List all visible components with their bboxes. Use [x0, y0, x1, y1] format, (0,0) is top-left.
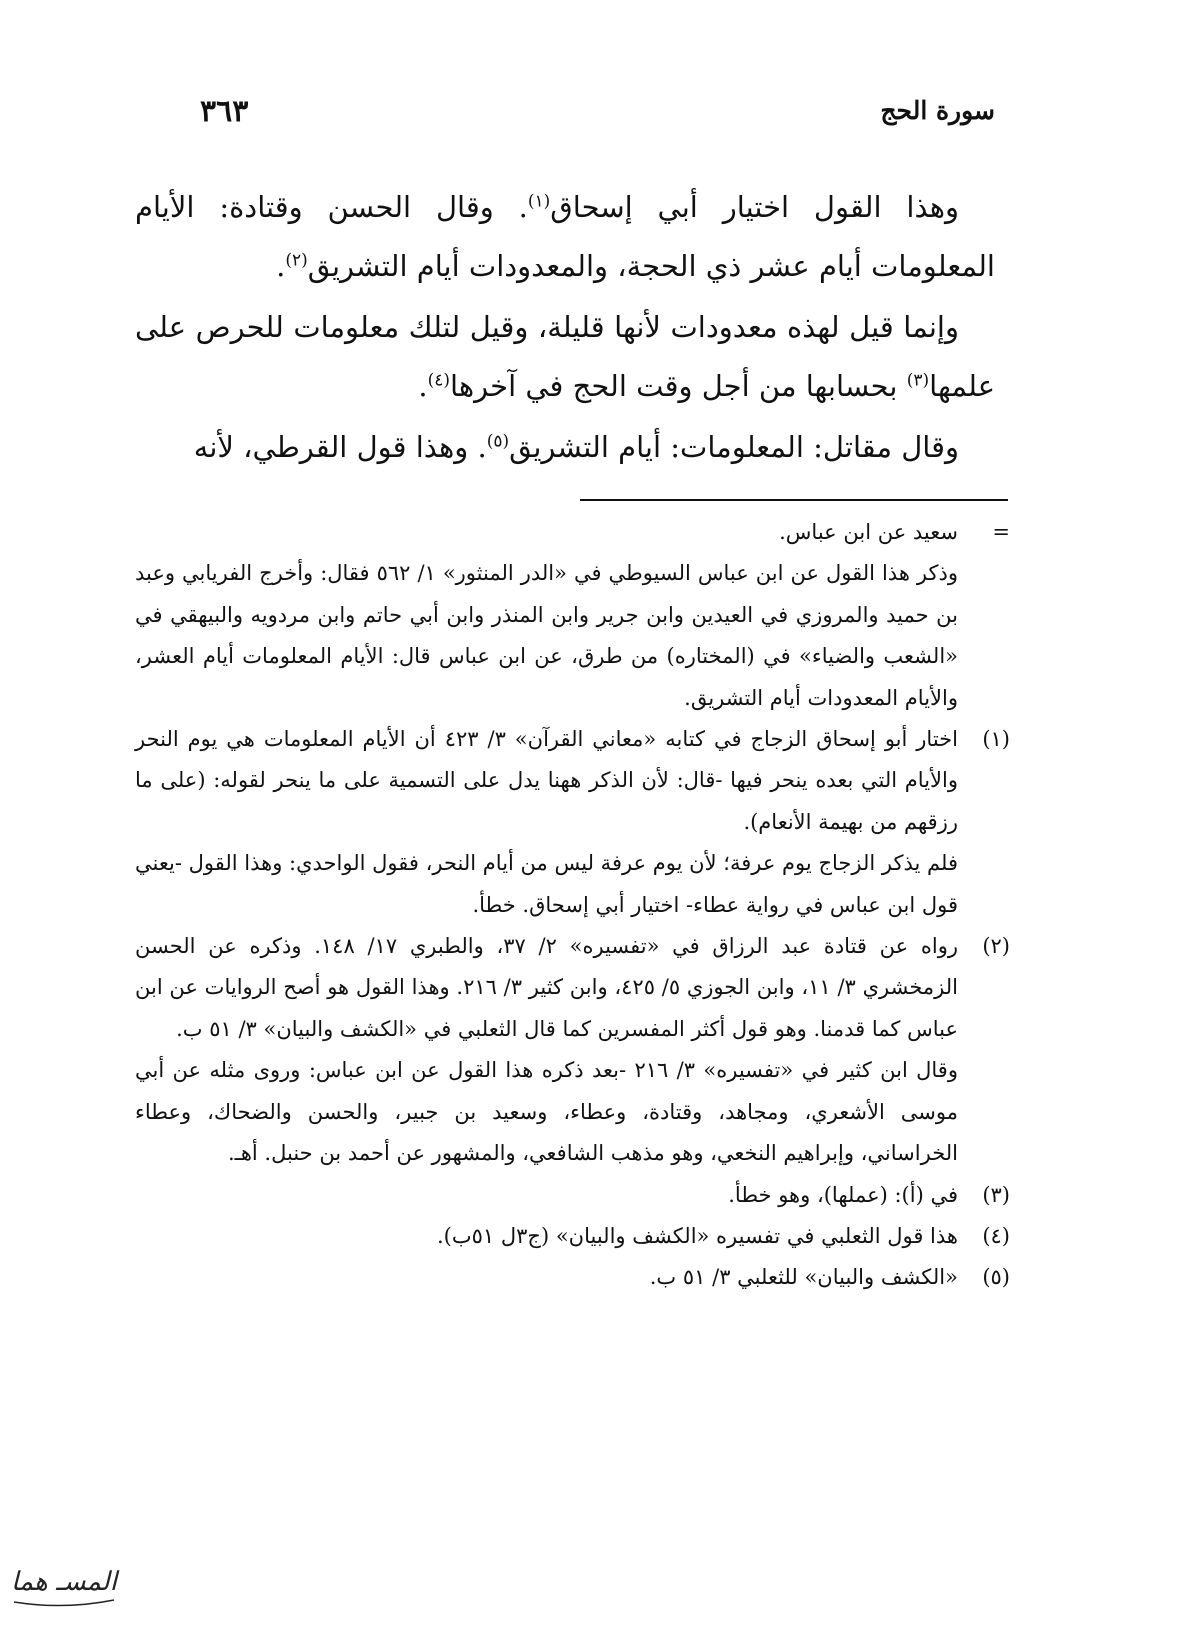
footnotes — [135, 512, 1010, 1299]
surah-title: سورة الحج — [880, 96, 995, 125]
text-run: وهذا القول اختيار أبي إسحاق — [550, 190, 959, 224]
footnote-separator — [580, 499, 1008, 501]
footnote-number: (٣) — [982, 1182, 1010, 1207]
text-run: . — [418, 369, 428, 403]
footnote-text: سعيد عن ابن عباس. — [779, 520, 958, 544]
footnote-reference: (٣) — [906, 370, 930, 391]
text-run: بحسابها من أجل وقت الحج في آخرها — [450, 369, 907, 403]
main-paragraph — [135, 418, 995, 477]
footnote-number: (٥) — [982, 1265, 1010, 1290]
footnote-text: في (أ): (عملها)، وهو خطأ. — [728, 1182, 958, 1207]
footnote-text: اختار أبو إسحاق الزجاج في كتابه «معاني القرآن» ٣/ ٤٢٣ أن الأيام المعلومات هي يوم النحر والأيام التي بعده ينحر فيها -قال: لأن الذكر ههنا يدل على التسمية على ما ينحر لقوله: (على ما رزقهم من بهيمة الأنعام). — [135, 727, 958, 834]
text-run: وإنما قيل لهذه معدودات لأنها قليلة، وقيل لتلك معلومات للحرص على علمها — [135, 310, 995, 403]
footnote-reference: (٥) — [486, 431, 510, 452]
footnote — [135, 1175, 1010, 1216]
text-run: . وهذا قول القرطي، لأنه — [193, 430, 487, 464]
footnote-number: (٤) — [982, 1223, 1010, 1248]
main-paragraph — [135, 178, 995, 296]
main-text — [135, 178, 995, 477]
main-paragraph — [135, 298, 995, 416]
text-run: . — [276, 249, 286, 283]
footnote — [135, 1216, 1010, 1257]
text-run: . وقال الحسن وقتادة: الأيام المعلومات أيام عشر ذي الحجة، والمعدودات أيام التشريق — [135, 190, 995, 283]
footnote-text: وذكر هذا القول عن ابن عباس السيوطي في «الدر المنثور» ١/ ٥٦٢ فقال: وأخرج الفريابي وعبد بن حميد والمروزي في العيدين وابن جرير وابن المنذر وابن أبي حاتم وابن مردويه والبيهقي في «الشعب والضياء» في (المختاره) من طرق، عن ابن عباس قال: الأيام المعلومات أيام العشر، والأيام المعدودات أيام التشريق. — [135, 561, 958, 710]
footnote-text: وقال ابن كثير في «تفسيره» ٣/ ٢١٦ -بعد ذكره هذا القول عن ابن عباس: وروى مثله عن أبي موسى الأشعري، ومجاهد، وقتادة، وعطاء، وسعيد بن جبير، والحسن والضحاك، وعطاء الخراساني، وإبراهيم النخعي، وهو مذهب الشافعي، والمشهور عن أحمد بن حنبل. أهـ. — [135, 1058, 958, 1166]
footnote — [135, 719, 1010, 926]
footnote-number: (١) — [982, 727, 1010, 752]
footnote-reference: (١) — [527, 191, 551, 212]
footnote-text: هذا قول الثعلبي في تفسيره «الكشف والبيان» (ج٣ل ٥١ب). — [436, 1223, 958, 1248]
page-header — [200, 96, 995, 140]
logo-text: المسـ هما — [11, 1567, 117, 1597]
footnote-reference: (٢) — [285, 250, 308, 271]
footnote-text: فلم يذكر الزجاج يوم عرفة؛ لأن يوم عرفة ليس من أيام النحر، فقول الواحدي: وهذا القول -يعني قول ابن عباس في رواية عطاء- اختيار أبي إسحاق. خطأ. — [135, 851, 958, 917]
footnote-text: رواه عن قتادة عبد الرزاق في «تفسيره» ٢/ ٣٧، والطبري ١٧/ ١٤٨. وذكره عن الحسن الزمخشري ٣/ ١١، وابن الجوزي ٥/ ٤٢٥، وابن كثير ٣/ ٢١٦. وهذا القول هو أصح الروايات عن ابن عباس كما قدمنا. وهو قول أكثر المفسرين كما قال الثعلبي في «الكشف والبيان» ٣/ ٥١ ب. — [135, 934, 958, 1041]
page-number: ٣٦٣ — [200, 94, 249, 129]
footnote — [135, 1257, 1010, 1298]
footnote — [135, 926, 1010, 1174]
footnote-reference: (٤) — [427, 370, 451, 391]
footnote — [135, 512, 1010, 719]
footnote-number: = — [992, 520, 1010, 544]
footnote-number: (٢) — [982, 934, 1010, 959]
text-run: وقال مقاتل: المعلومات: أيام التشريق — [509, 430, 959, 464]
library-logo — [4, 1552, 124, 1614]
footnote-text: «الكشف والبيان» للثعلبي ٣/ ٥١ ب. — [649, 1265, 958, 1290]
